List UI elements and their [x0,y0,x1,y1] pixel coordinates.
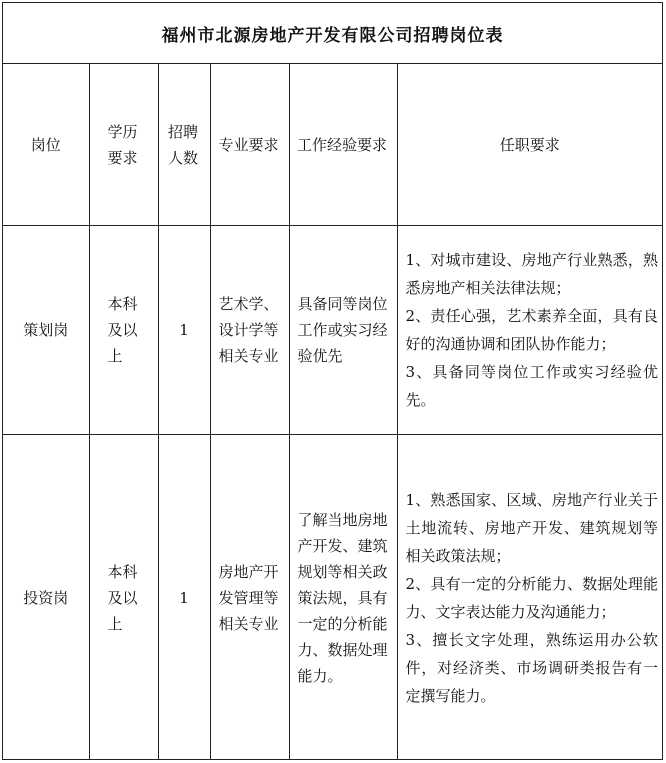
cell-major: 房地产开发管理等相关专业 [210,435,289,761]
header-education: 学历要求 [89,64,158,226]
requirement-item: 1、熟悉国家、区域、房地产行业关于土地流转、房地产开发、建筑规划等相关政策法规； [405,490,658,565]
requirement-item: 2、具有一定的分析能力、数据处理能力、文字表达能力及沟通能力； [405,574,658,621]
table-row [3,435,662,761]
recruitment-table-frame [2,2,663,760]
cell-position: 投资岗 [3,435,89,761]
cell-major: 艺术学、设计学等相关专业 [210,226,289,435]
header-headcount: 招聘人数 [158,64,210,226]
page-title: 福州市北源房地产开发有限公司招聘岗位表 [161,25,504,46]
header-position: 岗位 [3,64,89,226]
recruitment-table [3,64,662,760]
header-experience: 工作经验要求 [289,64,397,226]
cell-headcount: 1 [158,226,210,435]
cell-education: 本科及以上 [89,435,158,761]
cell-experience: 了解当地房地产开发、建筑规划等相关政策法规，具有一定的分析能力、数据处理能力。 [289,435,397,761]
requirement-item: 1、对城市建设、房地产行业熟悉，熟悉房地产相关法律法规； [405,251,658,297]
cell-education: 本科及以上 [89,226,158,435]
cell-experience: 具备同等岗位工作或实习经验优先 [289,226,397,435]
cell-headcount: 1 [158,435,210,761]
table-header-row [3,64,662,226]
cell-position: 策划岗 [3,226,89,435]
header-major: 专业要求 [210,64,289,226]
table-row [3,226,662,435]
cell-requirements [397,435,662,761]
header-requirements: 任职要求 [397,64,662,226]
requirement-item: 3、具备同等岗位工作或实习经验优先。 [405,363,658,409]
cell-requirements [397,226,662,435]
requirement-item: 3、擅长文字处理，熟练运用办公软件，对经济类、市场调研类报告有一定撰写能力。 [405,630,658,705]
requirement-item: 2、责任心强，艺术素养全面，具有良好的沟通协调和团队协作能力； [405,307,658,353]
title-row [3,3,662,64]
